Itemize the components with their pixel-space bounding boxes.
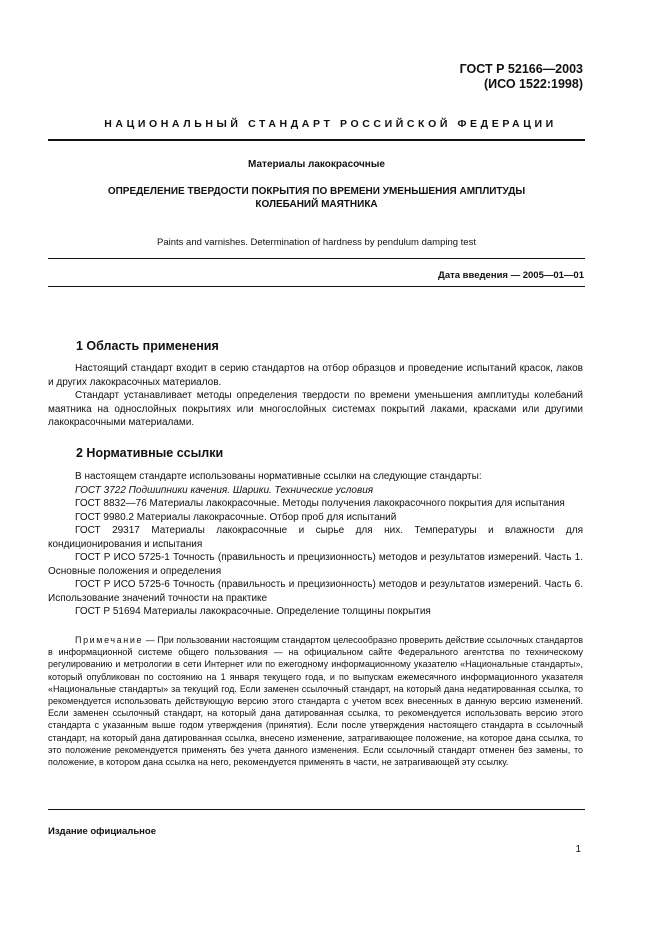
references-note — [48, 634, 583, 768]
section-1-paragraph-1: Настоящий стандарт входит в серию стандартов на отбор образцов и проведение испытаний красок, лаков и других лакокрасочных материалов. — [48, 363, 583, 388]
official-edition-label: Издание официальное — [48, 826, 156, 837]
main-title — [48, 185, 585, 211]
reference-item: ГОСТ 3722 Подшипники качения. Шарики. Технические условия — [75, 484, 374, 496]
section-2-heading: 2 Нормативные ссылки — [76, 446, 224, 460]
reference-item: ГОСТ 29317 Материалы лакокрасочные и сырье для них. Температуры и влажности для кондиционирования и испытания — [48, 525, 583, 550]
header-rule — [48, 139, 585, 141]
references-list — [48, 470, 583, 619]
main-title-line-2: КОЛЕБАНИЙ МАЯТНИКА — [255, 199, 378, 210]
note-text: — При пользовании настоящим стандартом целесообразно проверить действие ссылочных стандартов в информационной системе общего пользования — на официальном сайте Федерального агентства по техническому регулированию и метрологии в сети Интернет или по ежегодному информационному указателю «Национальные стандарты», который опубликован по состоянию на 1 января текущего года, и по выпускам ежемесячного информационного указателя «Национальные стандарты» за текущий год. Если заменен ссылочный стандарт, на который дана недатированная ссылка, то рекомендуется использовать действующую версию этого стандарта с учетом всех внесенных в данную версию изменений. Если заменен ссылочный стандарт, на который дана датированная ссылка, то рекомендуется использовать версию этого стандарта с указанным выше годом утверждения (принятия). Если после утверждения настоящего стандарта в ссылочный стандарт, на который дана датированная ссылка, внесено изменение, затрагивающее положение, на которое дана ссылка, то это положение рекомендуется применять без учета данного изменения. Если ссылочный стандарт отменен без замены, то положение, в котором дана ссылка на него, рекомендуется применять в части, не затрагивающей эту ссылку. — [48, 635, 583, 768]
section-1-body — [48, 362, 583, 430]
date-rule — [48, 286, 585, 287]
document-number-block — [460, 62, 583, 92]
reference-item: ГОСТ Р ИСО 5725-6 Точность (правильность и прецизионность) методов и результатов измерений. Часть 6. Использование значений точности на практике — [48, 579, 583, 604]
note-label: Примечание — [75, 635, 144, 645]
section-1-heading: 1 Область применения — [76, 339, 219, 353]
section-1-paragraph-2: Стандарт устанавливает методы определения твердости по времени уменьшения амплитуды колебаний маятника на однослойных покрытиях или многослойных системах покрытий лаками, красками или другими лакокрасочными материалами. — [48, 390, 583, 428]
english-title: Paints and varnishes. Determination of hardness by pendulum damping test — [157, 237, 476, 248]
reference-item: ГОСТ Р ИСО 5725-1 Точность (правильность и прецизионность) методов и результатов измерений. Часть 1. Основные положения и определения — [48, 552, 583, 577]
reference-item: ГОСТ 9980.2 Материалы лакокрасочные. Отбор проб для испытаний — [75, 511, 397, 523]
subject-title: Материалы лакокрасочные — [248, 159, 385, 170]
footer-rule — [48, 809, 585, 810]
reference-item: ГОСТ 8832—76 Материалы лакокрасочные. Методы получения лакокрасочного покрытия для испытания — [75, 498, 565, 509]
gost-number: ГОСТ Р 52166—2003 — [459, 62, 583, 76]
introduction-date: Дата введения — 2005—01—01 — [438, 270, 584, 281]
national-standard-heading: НАЦИОНАЛЬНЫЙ СТАНДАРТ РОССИЙСКОЙ ФЕДЕРАЦИИ — [104, 118, 557, 130]
main-title-line-1: ОПРЕДЕЛЕНИЕ ТВЕРДОСТИ ПОКРЫТИЯ ПО ВРЕМЕНИ УМЕНЬШЕНИЯ АМПЛИТУДЫ — [107, 186, 526, 197]
title-rule — [48, 258, 585, 259]
reference-item: ГОСТ Р 51694 Материалы лакокрасочные. Определение толщины покрытия — [75, 606, 431, 617]
iso-number: (ИСО 1522:1998) — [484, 77, 583, 91]
page-number: 1 — [575, 844, 581, 855]
references-intro: В настоящем стандарте использованы нормативные ссылки на следующие стандарты: — [75, 471, 482, 482]
